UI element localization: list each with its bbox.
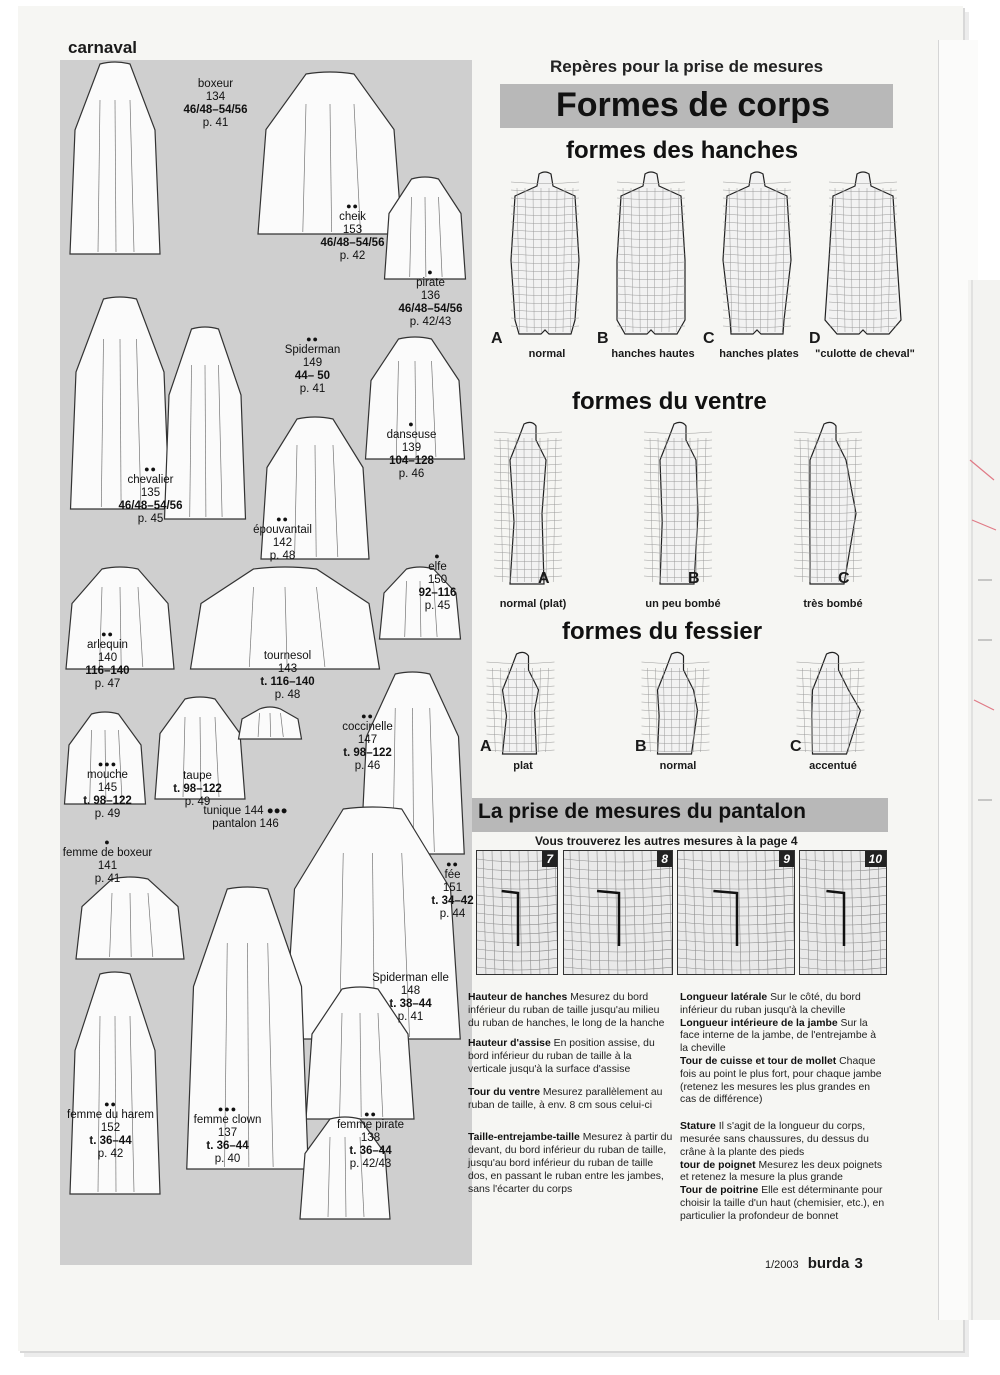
body-mesh-figure: [488, 420, 568, 590]
costume-sketch: [65, 970, 165, 1200]
pattern-number: 137: [217, 1127, 238, 1139]
page-ref: p. 44: [439, 908, 466, 920]
measure-text: Sur la face interne de la jambe, de l'entrejambe à la cheville: [680, 1017, 877, 1055]
measure-entry: [680, 1018, 885, 1056]
page-title: Formes de corps: [556, 86, 830, 124]
measure-term: Taille-entrejambe-taille: [468, 1132, 580, 1144]
pattern-number: 150: [427, 574, 448, 586]
costume-name: femme clown: [193, 1114, 262, 1126]
measure-term: Tour du ventre: [468, 1086, 540, 1098]
figure-caption: normal: [528, 348, 566, 360]
page-ref: p. 41: [202, 117, 229, 129]
costume-sketch: [65, 60, 165, 260]
difficulty-dots: ●●: [306, 334, 319, 344]
costume-name: fée: [444, 869, 461, 881]
page-footer: [765, 1255, 863, 1272]
size-range: t. 116–140: [260, 676, 315, 688]
costume-name: taupe: [183, 770, 212, 782]
measure-entry: [468, 992, 673, 1030]
page-ref: p. 48: [269, 550, 296, 562]
figure-caption: un peu bombé: [645, 598, 721, 610]
size-range: t. 98–122: [343, 747, 392, 759]
difficulty-dots: ●: [434, 551, 441, 561]
costume-name: chevalier: [127, 474, 174, 486]
belly-heading: formes du ventre: [572, 388, 767, 415]
page-ref: p. 41: [299, 383, 326, 395]
costume-catalog: [60, 60, 472, 1265]
measure-entry: [468, 1038, 673, 1076]
page-ref: pantalon 146: [212, 818, 279, 830]
page-number: 3: [854, 1255, 863, 1272]
measure-text: Chaque fois au point le plus fort, pour chaque jambe (retenez les mesures les plus grandes en cas de différence): [680, 1055, 882, 1106]
pattern-number: 149: [302, 357, 323, 369]
difficulty-dots: ●●: [446, 859, 459, 869]
pattern-number: 143: [277, 663, 298, 675]
page-ref: p. 40: [214, 1153, 241, 1165]
page-ref: p. 46: [354, 760, 381, 772]
hips-heading: formes des hanches: [566, 137, 799, 164]
figure-letter: C: [790, 738, 802, 755]
size-range: 92–116: [418, 587, 457, 599]
body-mesh-figure: [638, 420, 718, 590]
pattern-number: 139: [401, 442, 422, 454]
page-ref: p. 46: [398, 468, 425, 480]
page-ref: p. 45: [137, 513, 164, 525]
page-ref: p. 42/43: [349, 1158, 392, 1170]
measures-right-column: [680, 992, 885, 1224]
difficulty-dots: ●●: [144, 464, 157, 474]
measure-term: Hauteur d'assise: [468, 1038, 551, 1050]
photo-number: 7: [542, 851, 557, 867]
pattern-number: 153: [342, 224, 363, 236]
measure-text: Elle est déterminante pour choisir la taille d'un haut (chemisier, etc.), en particulier la profondeur de bonnet: [680, 1185, 885, 1222]
costume-name: danseuse: [386, 429, 437, 441]
size-range: 46/48–54/56: [320, 237, 385, 249]
difficulty-dots: ●●: [101, 629, 114, 639]
page-ref: p. 42: [339, 250, 366, 262]
size-range: t. 38–44: [389, 998, 432, 1010]
measure-photo: [476, 850, 558, 975]
pattern-number: 148: [400, 985, 421, 997]
figure-letter: C: [703, 330, 715, 347]
difficulty-dots: ●●: [276, 514, 289, 524]
difficulty-dots: ●●●: [217, 1104, 238, 1114]
costume-label: [364, 420, 459, 481]
costume-name: arlequin: [87, 639, 128, 651]
size-range: t. 36–44: [206, 1140, 249, 1152]
costume-label: [363, 972, 458, 1024]
costume-label: [150, 770, 245, 809]
size-range: t. 36–44: [89, 1135, 132, 1147]
costume-label: [390, 552, 485, 613]
measure-text: Mesurez du bord inférieur du ruban de taille jusqu'au milieu du ruban de hanches, le long de la hanche: [468, 992, 665, 1029]
trousers-banner: [472, 798, 888, 832]
page-ref: p. 42/43: [409, 316, 452, 328]
issue-number: 1/2003: [765, 1259, 799, 1271]
costume-name: femme pirate: [336, 1119, 405, 1131]
measure-term: Hauteur de hanches: [468, 992, 568, 1003]
costume-label: [265, 335, 360, 396]
pattern-number: 152: [100, 1122, 121, 1134]
pattern-number: 142: [272, 537, 293, 549]
measure-term: Tour de cuisse et tour de mollet: [680, 1055, 837, 1067]
size-range: 104–128: [389, 455, 434, 467]
size-range: 44– 50: [294, 370, 331, 382]
costume-name: coccinelle: [342, 721, 393, 733]
measure-entry: [680, 1056, 885, 1107]
title-banner: [500, 84, 893, 128]
measure-entry: [468, 1132, 673, 1196]
costume-name: épouvantail: [253, 524, 312, 536]
figure-letter: A: [480, 738, 492, 755]
figure-caption: très bombé: [803, 598, 863, 610]
measure-term: Longueur intérieure de la jambe: [680, 1017, 838, 1029]
measure-entry: [680, 992, 885, 1018]
pattern-number: 134: [205, 91, 226, 103]
costume-name: elfe: [428, 561, 447, 573]
measure-text: Sur le côté, du bord inférieur du ruban jusqu'à la cheville: [680, 992, 861, 1016]
measure-photo: [677, 850, 795, 975]
body-mesh-figure: [788, 420, 868, 590]
figure-caption: hanches hautes: [611, 348, 695, 360]
page-ref: p. 48: [274, 689, 301, 701]
measure-term: Longueur latérale: [680, 992, 768, 1003]
size-range: t. 98–122: [83, 795, 132, 807]
costume-label: [323, 1110, 418, 1171]
body-mesh-figure: [709, 170, 805, 340]
costume-label: [60, 630, 155, 691]
size-range: 116–140: [85, 665, 130, 677]
costume-name: femme du harem: [67, 1109, 154, 1121]
difficulty-dots: ●: [427, 267, 434, 277]
figure-caption: accentué: [809, 760, 857, 772]
photo-number: 10: [865, 851, 886, 867]
figure-letter: A: [538, 570, 550, 587]
size-range: 46/48–54/56: [398, 303, 463, 315]
measure-photo: [799, 850, 887, 975]
size-range: t. 34–42: [431, 895, 474, 907]
measure-photo: [563, 850, 673, 975]
measure-entry: [680, 1185, 885, 1223]
costume-name: pirate: [416, 277, 445, 289]
adjacent-page-edge: [968, 280, 1000, 1320]
difficulty-dots: ●●: [361, 711, 374, 721]
figure-caption: "culotte de cheval": [815, 348, 915, 360]
pattern-number: 140: [97, 652, 118, 664]
costume-name: mouche: [87, 769, 128, 781]
difficulty-dots: ●●●: [97, 759, 118, 769]
costume-label: [320, 712, 415, 773]
costume-name: Spiderman elle: [372, 972, 449, 984]
size-range: t. 36–44: [349, 1145, 392, 1157]
costume-label: [103, 465, 198, 526]
page-ref: p. 41: [94, 873, 121, 885]
costume-label: [180, 1105, 275, 1166]
measure-term: Stature: [680, 1121, 716, 1133]
body-mesh-figure: [815, 170, 911, 340]
measure-term: Tour de poitrine: [680, 1185, 759, 1197]
costume-sketch: [235, 705, 305, 745]
costume-name: boxeur: [197, 78, 234, 90]
page-ref: p. 45: [424, 600, 451, 612]
pattern-number: 136: [420, 290, 441, 302]
measure-entry: [680, 1160, 885, 1186]
size-range: 46/48–54/56: [118, 500, 183, 512]
costume-sketch: [70, 875, 190, 965]
costume-label: [168, 78, 263, 130]
pattern-number: 147: [357, 734, 378, 746]
pattern-number: 135: [140, 487, 161, 499]
body-mesh-figure: [603, 170, 699, 340]
measure-text: Il s'agit de la longueur du corps, mesurée sans chaussures, du dessus du crâne à la plante des pieds: [680, 1121, 869, 1158]
costume-label: [383, 268, 478, 329]
page-ref: p. 47: [94, 678, 121, 690]
pattern-number: 138: [360, 1132, 381, 1144]
page-ref: p. 49: [184, 796, 211, 808]
figure-caption: normal: [659, 760, 697, 772]
costume-name: Spiderman: [284, 344, 341, 356]
measure-text: Mesurez parallèlement au ruban de taille, à env. 8 cm sous celui-ci: [468, 1086, 663, 1111]
body-mesh-figure: [497, 170, 593, 340]
costume-label: [235, 515, 330, 563]
page-ref: p. 42: [97, 1148, 124, 1160]
figure-letter: B: [688, 570, 700, 587]
figure-letter: B: [597, 330, 609, 347]
figure-caption: normal (plat): [499, 598, 567, 610]
size-range: t. 98–122: [173, 783, 222, 795]
difficulty-dots: ●: [408, 419, 415, 429]
figure-letter: C: [838, 570, 850, 587]
photo-number: 8: [657, 851, 672, 867]
difficulty-dots: ●: [104, 837, 111, 847]
pattern-number: 141: [97, 860, 118, 872]
photo-number: 9: [779, 851, 794, 867]
costume-name: femme de boxeur: [62, 847, 153, 859]
figure-letter: A: [491, 330, 503, 347]
size-range: 46/48–54/56: [183, 104, 248, 116]
measure-text: En position assise, du bord inférieur du ruban de taille à la verticale jusqu'à la surface d'assise: [468, 1038, 655, 1075]
costume-label: [63, 1100, 158, 1161]
measure-entry: [468, 1087, 673, 1113]
costume-label: [60, 838, 155, 886]
pattern-number: 151: [442, 882, 463, 894]
figure-caption: hanches plates: [719, 348, 799, 360]
trousers-heading: La prise de mesures du pantalon: [478, 800, 806, 823]
costume-name: cheik: [339, 211, 366, 223]
costume-name: tunique 144 ●●●: [203, 805, 288, 817]
costume-label: [60, 760, 155, 821]
measure-text: Mesurez les deux poignets et retenez la mesure la plus grande: [680, 1159, 883, 1184]
page-ref: p. 49: [94, 808, 121, 820]
brand-logo: burda: [807, 1255, 850, 1272]
trousers-note: Vous trouverez les autres mesures à la page 4: [535, 834, 798, 848]
page-ref: p. 41: [397, 1011, 424, 1023]
difficulty-dots: ●●: [364, 1109, 377, 1119]
page-supertitle: Repères pour la prise de mesures: [550, 57, 824, 76]
measure-text: Mesurez à partir du devant, du bord inférieur du ruban de taille, jusqu'au bord inférieur du ruban de taille dos, en passant le ruban entre les jambes, sans l'écarter du corps: [468, 1132, 673, 1195]
pattern-number: 145: [97, 782, 118, 794]
measures-left-column: [468, 992, 673, 1196]
figure-letter: D: [809, 330, 821, 347]
measure-term: tour de poignet: [680, 1159, 756, 1171]
measure-entry: [680, 1121, 885, 1159]
difficulty-dots: ●●: [346, 201, 359, 211]
figure-caption: plat: [513, 760, 533, 772]
costume-name: tournesol: [263, 650, 312, 662]
figure-letter: B: [635, 738, 647, 755]
section-label: carnaval: [68, 38, 137, 57]
buttocks-heading: formes du fessier: [562, 618, 763, 645]
costume-label: [240, 650, 335, 702]
difficulty-dots: ●●: [104, 1099, 117, 1109]
